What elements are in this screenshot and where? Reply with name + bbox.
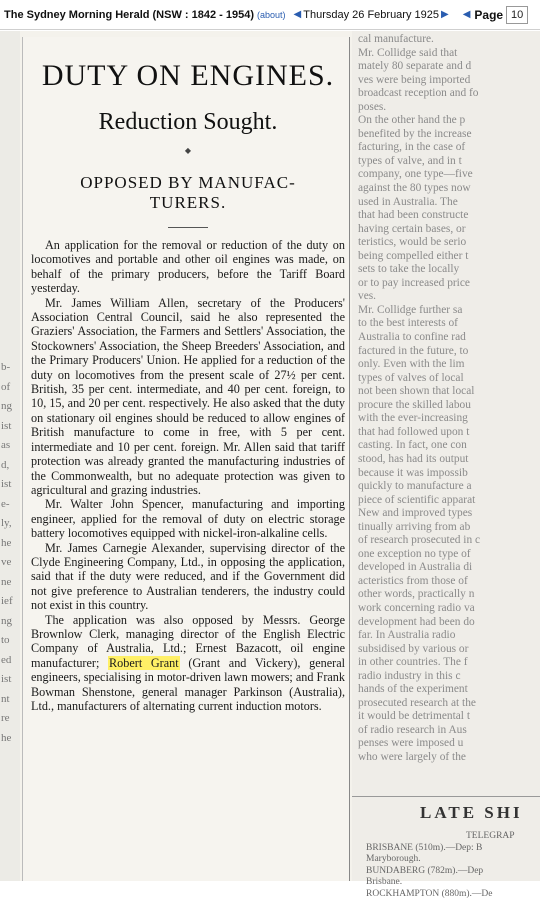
divider-rule xyxy=(168,227,208,228)
column-line: Australia to confine rad xyxy=(358,331,540,345)
column-line: On the other hand the p xyxy=(358,114,540,128)
column-line: subsidised by various or xyxy=(358,643,540,657)
column-line: teristics, would be serio xyxy=(358,236,540,250)
telegraph-heading: TELEGRAP xyxy=(366,831,540,843)
column-line: piece of scientific apparat xyxy=(358,494,540,508)
column-line: prosecuted research at the xyxy=(358,697,540,711)
column-line: sets to take the locally xyxy=(358,263,540,277)
issue-date[interactable]: Thursday 26 February 1925 xyxy=(303,9,439,21)
gutter-fragment: ne xyxy=(1,576,11,588)
column-line: only. Even with the lim xyxy=(358,358,540,372)
column-line: work concerning radio va xyxy=(358,602,540,616)
publication-title[interactable]: The Sydney Morning Herald (NSW : 1842 - 1954) xyxy=(4,9,254,21)
paragraph-5-end: (Grant and Vickery), general engineers, specialising in motor-driven lawn mowers; and Frank Bowman Shenstone, general manager Parkinson (Australia), Ltd., manufacturers of alternating current induction motors. xyxy=(31,656,345,713)
column-line: or to pay increased price xyxy=(358,277,540,291)
column-line: factured in the future, to xyxy=(358,345,540,359)
column-line: Mr. Collidge said that xyxy=(358,47,540,61)
gutter-fragment: as xyxy=(1,439,10,451)
column-line: of research prosecuted in c xyxy=(358,534,540,548)
column-line: in other countries. The f xyxy=(358,656,540,670)
column-line: procure the skilled labou xyxy=(358,399,540,413)
headline: DUTY ON ENGINES. xyxy=(31,59,345,93)
late-shipping-section xyxy=(352,796,540,900)
column-line: mately 80 separate and d xyxy=(358,60,540,74)
gutter-fragment: ist xyxy=(1,478,11,490)
column-line: used in Australia. The xyxy=(358,196,540,210)
adjacent-column-right xyxy=(352,31,540,881)
column-line: having certain bases, or xyxy=(358,223,540,237)
column-line: development had been do xyxy=(358,616,540,630)
paragraph-2: Mr. James William Allen, secretary of the Producers' Association Central Council, said he also represented the Graziers' Association, the Farmers and Settlers' Association, the Stockowners' Association, the Sheep Breeders' Association, and the Primary Producers' Union. He applied for a reduction of the duty on locomotives from the present scale of 27½ per cent. British, 35 per cent. intermediate, and 40 per cent. foreign, to 10, 15, and 20 per cent. respectively. He also asked that the duty on stationary oil engines should be reduced to allow engines of British manufacture to come in free, with 5 per cent. intermediate and 10 per cent. foreign. Mr. Allen said that tariff protection was already granted the manufacturing industries of the Commonwealth, but no adequate protection was given to agricultural and grazing industries. xyxy=(31,296,345,498)
issue-navigation xyxy=(294,9,449,21)
paragraph-1: An application for the removal or reduction of the duty on locomotives and portable and other oil engines was made, on behalf of the primary producers, before the Tariff Board yesterday. xyxy=(31,238,345,296)
shipping-row: Brisbane. xyxy=(366,877,540,889)
adjacent-column-left xyxy=(0,31,20,881)
gutter-fragment: ed xyxy=(1,654,11,666)
column-line: types of valves of local xyxy=(358,372,540,386)
shipping-row: BUNDABERG (782m).—Dep xyxy=(366,866,540,878)
gutter-fragment: he xyxy=(1,537,11,549)
shipping-row: BRISBANE (510m).—Dep: B xyxy=(366,843,540,855)
column-line: against the 80 types now xyxy=(358,182,540,196)
gutter-fragment: nt xyxy=(1,693,10,705)
page-number-field[interactable]: 10 xyxy=(506,6,528,24)
article-duty-on-engines xyxy=(22,37,350,881)
column-line: one exception no type of xyxy=(358,548,540,562)
column-line: acteristics from those of xyxy=(358,575,540,589)
column-line: Mr. Collidge further sa xyxy=(358,304,540,318)
gutter-fragment: of xyxy=(1,381,10,393)
column-line: ves. xyxy=(358,290,540,304)
column-line: being compelled either t xyxy=(358,250,540,264)
newspaper-scan[interactable] xyxy=(0,31,540,881)
column-line: radio industry in this c xyxy=(358,670,540,684)
gutter-fragment: to xyxy=(1,634,10,646)
column-line: to the best interests of xyxy=(358,317,540,331)
previous-page-arrow-icon[interactable]: ◀ xyxy=(463,9,471,20)
gutter-fragment: ief xyxy=(1,595,13,607)
column-line: because it was impossib xyxy=(358,467,540,481)
viewer-toolbar xyxy=(0,0,540,30)
column-line: tinually arriving from ab xyxy=(358,521,540,535)
article-body xyxy=(31,238,345,713)
column-line: that had followed upon t xyxy=(358,426,540,440)
about-link[interactable]: (about) xyxy=(257,10,286,20)
shipping-telegrams xyxy=(352,831,540,900)
shipping-row: ROCKHAMPTON (880m).—De xyxy=(366,889,540,900)
gutter-fragment: ve xyxy=(1,556,11,568)
page-label: Page xyxy=(474,8,503,22)
column-line: company, one type—five xyxy=(358,168,540,182)
deck-line-1: OPPOSED BY MANUFAC- xyxy=(31,173,345,193)
paragraph-4: Mr. James Carnegie Alexander, supervising director of the Clyde Engineering Company, Ltd., in opposing the application, said that if the duty were reduced, and if the Government did not give preference to Australian tenderers, the industry could not exist in this country. xyxy=(31,541,345,613)
column-line: penses were imposed u xyxy=(358,737,540,751)
column-line: ves were being imported xyxy=(358,74,540,88)
paragraph-5 xyxy=(31,613,345,714)
gutter-fragment: ng xyxy=(1,400,12,412)
column-line: broadcast reception and fo xyxy=(358,87,540,101)
column-line: who were largely of the xyxy=(358,751,540,765)
gutter-fragment: ng xyxy=(1,615,12,627)
shipping-row: Maryborough. xyxy=(366,854,540,866)
gutter-fragment: re xyxy=(1,712,10,724)
deck-headline xyxy=(31,173,345,213)
radio-article-text xyxy=(352,33,540,765)
column-line: with the ever-increasing xyxy=(358,412,540,426)
column-line: poses. xyxy=(358,101,540,115)
column-line: stood, has had its output xyxy=(358,453,540,467)
column-line: of radio research in Aus xyxy=(358,724,540,738)
column-line: other words, practically n xyxy=(358,588,540,602)
column-line: that had been constructe xyxy=(358,209,540,223)
previous-issue-arrow-icon[interactable]: ◀ xyxy=(294,9,302,20)
column-line: types of valve, and in t xyxy=(358,155,540,169)
page-navigation xyxy=(463,6,528,24)
column-line: quickly to manufacture a xyxy=(358,480,540,494)
gutter-fragment: ist xyxy=(1,420,11,432)
column-line: not been shown that local xyxy=(358,385,540,399)
paragraph-5-start: The application was also opposed by Messrs. George Brownlow Clerk, managing director of the English Electric Company of Australia, Ltd.; Ernest Bazacott, oil engine manufacturer; xyxy=(31,613,345,670)
gutter-fragment: he xyxy=(1,732,11,744)
gutter-fragment: b- xyxy=(1,361,10,373)
paragraph-3: Mr. Walter John Spencer, manufacturing and importing engineer, applied for the removal of duty on electric storage battery locomotives equipped with nickel-iron-alkaline cells. xyxy=(31,497,345,540)
column-line: cal manufacture. xyxy=(358,33,540,47)
highlighted-search-term[interactable]: Robert Grant xyxy=(108,656,180,670)
column-line: New and improved types xyxy=(358,507,540,521)
gutter-fragment: d, xyxy=(1,459,9,471)
gutter-fragment: e- xyxy=(1,498,10,510)
column-line: hands of the experiment xyxy=(358,683,540,697)
gutter-fragment: ly, xyxy=(1,517,12,529)
column-line: casting. In fact, one con xyxy=(358,439,540,453)
next-issue-arrow-icon[interactable]: ▶ xyxy=(441,9,449,20)
column-line: far. In Australia radio xyxy=(358,629,540,643)
late-shipping-heading: LATE SHI xyxy=(352,797,540,823)
gutter-fragment: ist xyxy=(1,673,11,685)
deck-line-2: TURERS. xyxy=(31,193,345,213)
column-line: developed in Australia di xyxy=(358,561,540,575)
column-line: facturing, in the case of xyxy=(358,141,540,155)
column-line: it would be detrimental t xyxy=(358,710,540,724)
ornament-icon: ◆ xyxy=(31,146,345,155)
subheadline: Reduction Sought. xyxy=(31,109,345,136)
column-line: benefited by the increase xyxy=(358,128,540,142)
